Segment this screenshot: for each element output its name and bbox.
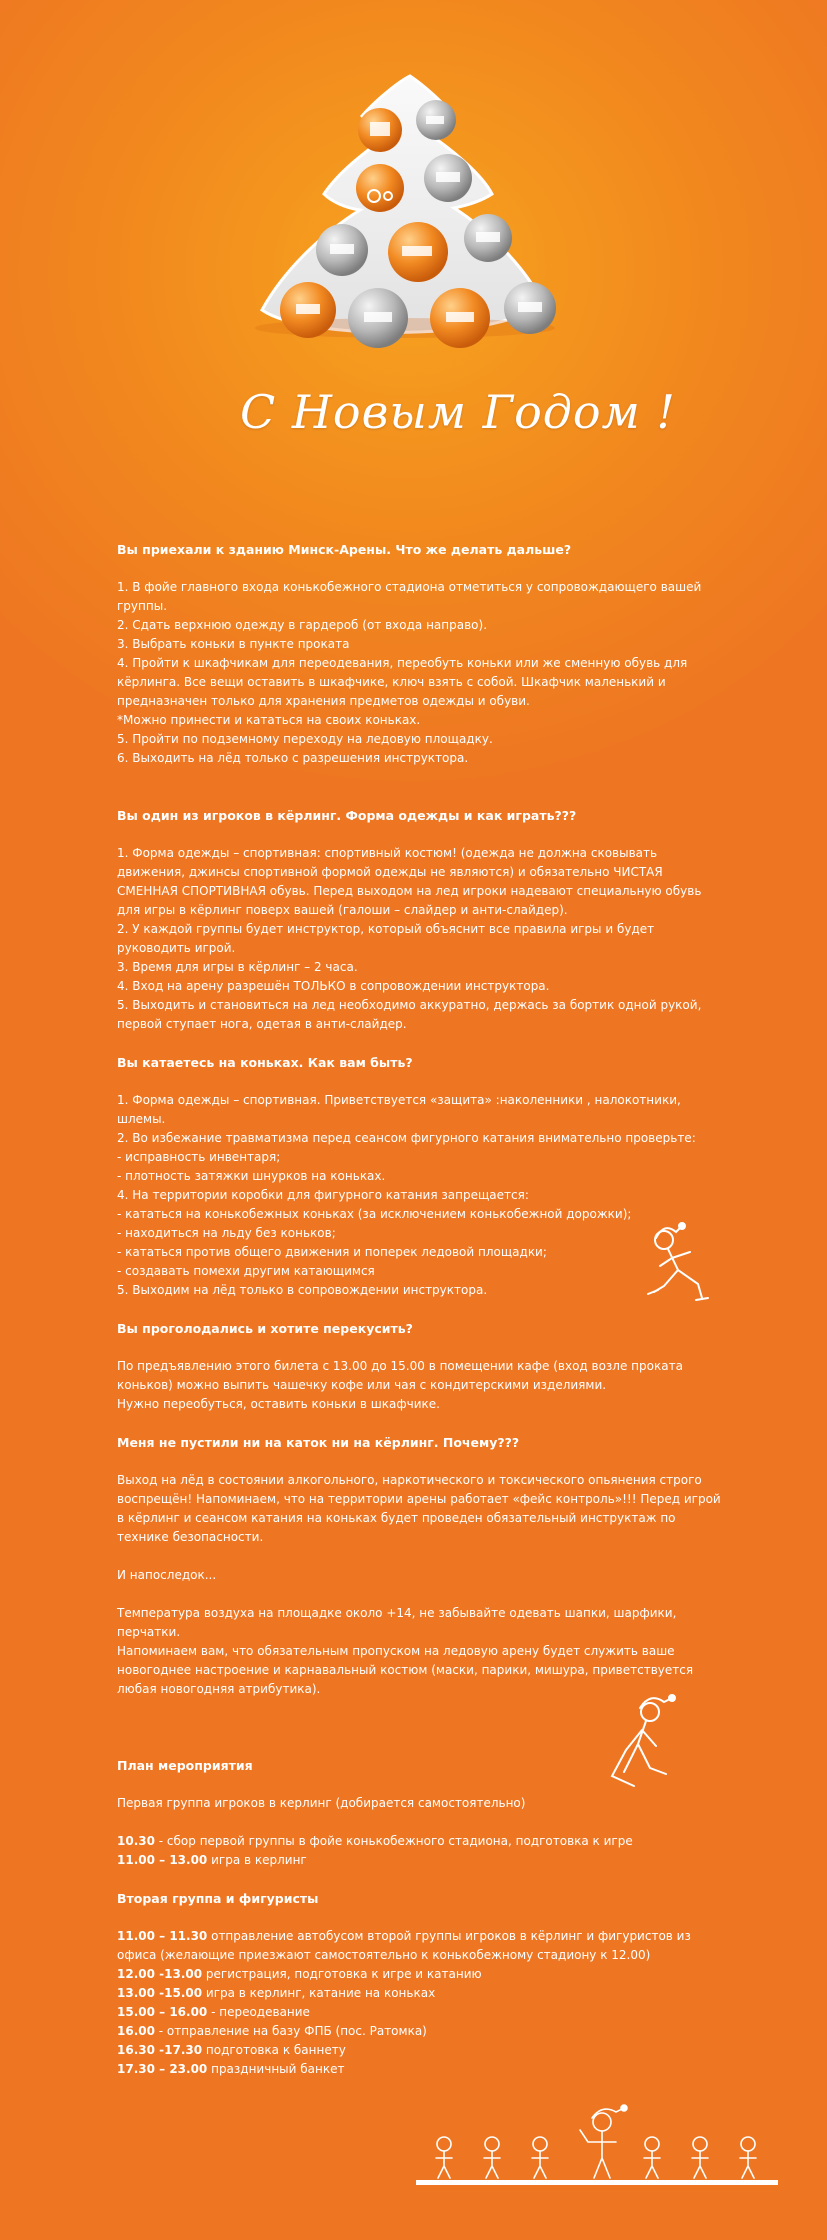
list-item: - исправность инвентаря; <box>117 1150 281 1164</box>
list-item: - кататься на конькобежных коньках (за исключением конькобежной дорожки); <box>117 1207 632 1221</box>
harvester-icon <box>504 282 556 334</box>
schedule-text: игра в керлинг, катание на коньках <box>202 1986 436 2000</box>
schedule-time: 11.00 – 13.00 <box>117 1853 208 1867</box>
list-item: 1. Форма одежды – спортивная: спортивный костюм! (одежда не должна сковывать движения, джинсы спортивной формой одежды не являются) и обязательно ЧИСТАЯ СМЕННАЯ СПОРТИВНАЯ обувь. Перед выходом на лед игроки надевают специальную обувь для игры в кёрлинг поверх вашей (галоши – слайдер и анти-слайдер). <box>117 846 702 917</box>
schedule-text: игра в керлинг <box>207 1853 307 1867</box>
section-title: Вы один из игроков в кёрлинг. Форма одежды и как играть??? <box>117 808 577 823</box>
harvester-icon <box>424 154 472 202</box>
list-item: - плотность затяжки шнурков на коньках. <box>117 1169 386 1183</box>
schedule-time: 10.30 <box>117 1834 155 1848</box>
section-title: Вы приехали к зданию Минск-Арены. Что же делать дальше? <box>117 542 572 557</box>
paragraph: Напоминаем вам, что обязательным пропуском на ледовую арену будет служить ваше новогоднее настроение и карнавальный костюм (маски, парики, мишура, приветствуется любая новогодняя атрибутика). <box>117 1644 694 1696</box>
schedule-time: 16.00 <box>117 2024 155 2038</box>
schedule-text: праздничный банкет <box>207 2062 345 2076</box>
greeting-title: С Новым Годом ! <box>240 385 676 439</box>
schedule-row <box>117 2060 727 2079</box>
figure-group-left <box>436 2137 548 2178</box>
paragraph: Температура воздуха на площадке около +14, не забывайте одевать шапки, шарфики, перчатки. <box>117 1606 677 1639</box>
list-item: - создавать помехи другим катающимся <box>117 1264 375 1278</box>
loader-icon <box>388 222 448 282</box>
list-item: 1. Форма одежды – спортивная. Приветствуется «защита» :наколенники , налокотники, шлемы. <box>117 1093 681 1126</box>
building-icon <box>358 108 402 152</box>
schedule-time: 17.30 – 23.00 <box>117 2062 208 2076</box>
list-item: 5. Пройти по подземному переходу на ледовую площадку. <box>117 732 493 746</box>
info-content <box>117 540 727 2079</box>
list-item: - находиться на льду без коньков; <box>117 1226 336 1240</box>
santa-figure <box>580 2105 627 2178</box>
schedule-time: 13.00 -15.00 <box>117 1986 203 2000</box>
list-item: 4. Вход на арену разрешён ТОЛЬКО в сопровождении инструктора. <box>117 979 550 993</box>
schedule-text: подготовка к баннету <box>202 2043 346 2057</box>
list-item: 6. Выходить на лёд только с разрешения инструктора. <box>117 751 469 765</box>
list-item: 4. На территории коробки для фигурного катания запрещается: <box>117 1188 529 1202</box>
tractor-icon <box>348 288 408 348</box>
list-item: 4. Пройти к шкафчикам для переодевания, переобуть коньки или же сменную обувь для кёрлинга. Все вещи оставить в шкафчике, ключ взять с собой. Шкафчик маленький и предназначен только для хранения предметов одежды и обуви. <box>117 656 688 708</box>
schedule-text: регистрация, подготовка к игре и катанию <box>202 1967 482 1981</box>
list-item: Нужно переобуться, оставить коньки в шкафчике. <box>117 1397 440 1411</box>
ice-line <box>416 2180 778 2185</box>
section-title: Меня не пустили ни на каток ни на кёрлинг. Почему??? <box>117 1435 520 1450</box>
list-item: 3. Выбрать коньки в пункте проката <box>117 637 350 651</box>
tractor-icon <box>416 100 456 140</box>
truck-icon <box>316 224 368 276</box>
dump-truck-icon <box>464 214 512 262</box>
tractor-icon <box>356 164 404 212</box>
plan-group2-title: Вторая группа и фигуристы <box>117 1891 319 1906</box>
list-item: 3. Время для игры в кёрлинг – 2 часа. <box>117 960 358 974</box>
schedule-time: 12.00 -13.00 <box>117 1967 203 1981</box>
paragraph: Выход на лёд в состоянии алкогольного, наркотического и токсического опьянения строго воспрещён! Напоминаем, что на территории арены работает «фейс контроль»!!! Перед игрой в кёрлинг и сеансом катания на коньках будет проведен обязательный инструктаж по технике безопасности. <box>117 1473 721 1544</box>
list-item: 1. В фойе главного входа конькобежного стадиона отметиться у сопровождающего вашей группы. <box>117 580 702 613</box>
plan-title: План мероприятия <box>117 1758 253 1773</box>
schedule-row <box>117 1851 727 1870</box>
plan-group1-intro: Первая группа игроков в керлинг (добирается самостоятельно) <box>117 1796 526 1810</box>
schedule-row <box>117 2003 727 2022</box>
list-item: - кататься против общего движения и поперек ледовой площадки; <box>117 1245 547 1259</box>
curling-team-illustration <box>412 2100 782 2195</box>
schedule-text: - отправление на базу ФПБ (пос. Ратомка) <box>154 2024 427 2038</box>
schedule-text: отправление автобусом второй группы игроков в кёрлинг и фигуристов из офиса (желающие приезжают самостоятельно к конькобежному стадиону к 12.00) <box>117 1929 691 1962</box>
schedule-text: - переодевание <box>207 2005 310 2019</box>
skater-figure-icon <box>642 1220 722 1310</box>
schedule-time: 11.00 – 11.30 <box>117 1929 208 1943</box>
paragraph: И напоследок... <box>117 1568 217 1582</box>
schedule-time: 15.00 – 16.00 <box>117 2005 208 2019</box>
list-item: 2. Во избежание травматизма перед сеансом фигурного катания внимательно проверьте: <box>117 1131 696 1145</box>
schedule-row <box>117 1832 727 1851</box>
list-item: 5. Выходим на лёд только в сопровождении инструктора. <box>117 1283 488 1297</box>
christmas-tree-illustration <box>250 70 570 380</box>
loader-icon <box>280 282 336 338</box>
dump-truck-icon <box>430 288 490 348</box>
schedule-time: 16.30 -17.30 <box>117 2043 203 2057</box>
schedule-text: - сбор первой группы в фойе конькобежного стадиона, подготовка к игре <box>154 1834 633 1848</box>
list-item: *Можно принести и кататься на своих коньках. <box>117 713 421 727</box>
list-item: 2. Сдать верхнюю одежду в гардероб (от входа направо). <box>117 618 488 632</box>
list-item: 5. Выходить и становиться на лед необходимо аккуратно, держась за бортик одной рукой, первой ступает нога, одетая в анти-слайдер. <box>117 998 702 1031</box>
schedule-row <box>117 1965 727 1984</box>
list-item: По предъявлению этого билета с 13.00 до 15.00 в помещении кафе (вход возле проката коньков) можно выпить чашечку кофе или чая с кондитерскими изделиями. <box>117 1359 683 1392</box>
section-title: Вы катаетесь на коньках. Как вам быть? <box>117 1055 413 1070</box>
schedule-row <box>117 2022 727 2041</box>
section-title: Вы проголодались и хотите перекусить? <box>117 1321 413 1336</box>
schedule-row <box>117 2041 727 2060</box>
schedule-row <box>117 1984 727 2003</box>
list-item: 2. У каждой группы будет инструктор, который объяснит все правила игры и будет руководить игрой. <box>117 922 655 955</box>
figure-group-right <box>644 2137 756 2178</box>
curler-figure-icon <box>606 1692 696 1792</box>
schedule-row <box>117 1927 727 1965</box>
